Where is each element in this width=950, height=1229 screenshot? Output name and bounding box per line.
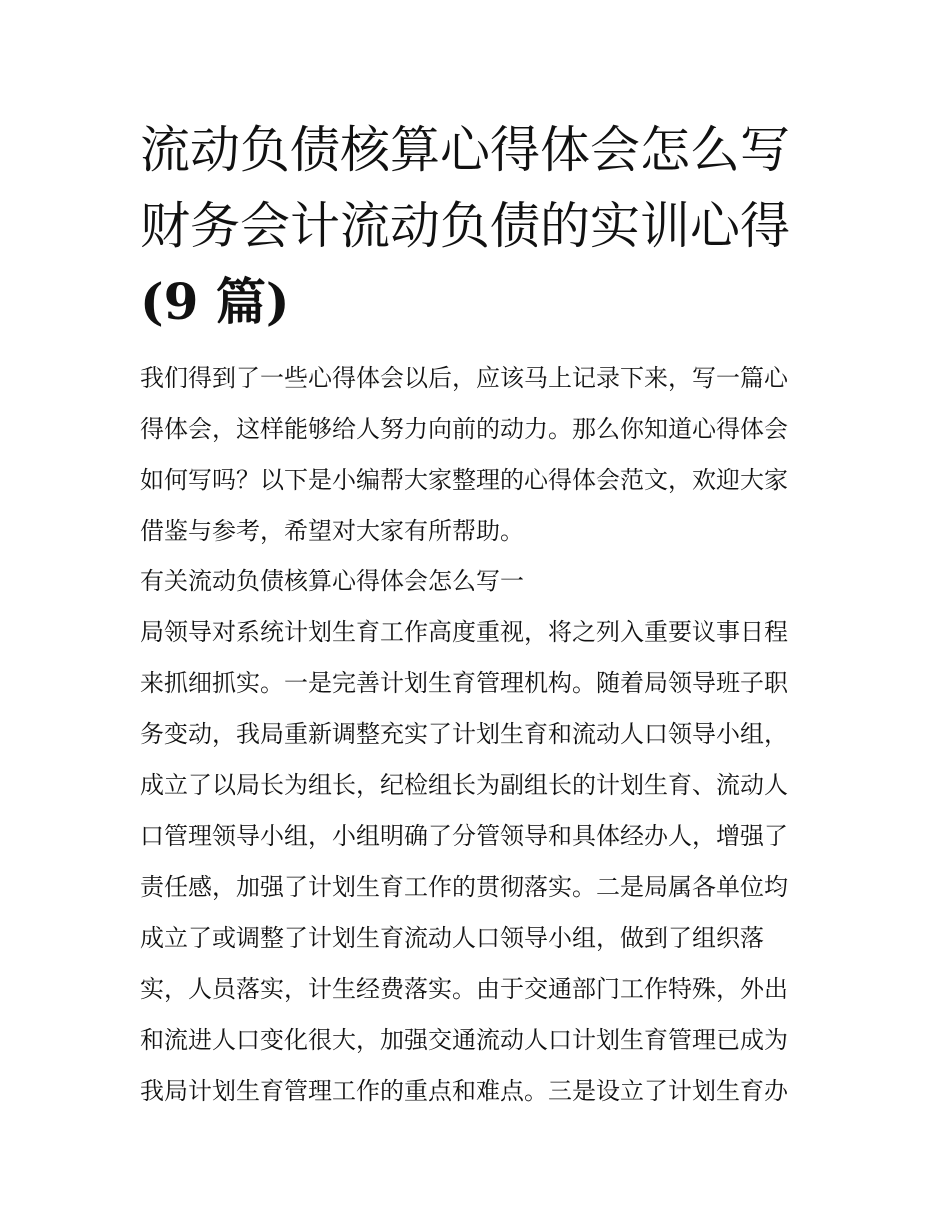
title-line: 财务会计流动负债的实训心得 [140, 197, 790, 255]
text-line: 成立了或调整了计划生育流动人口领导小组，做到了组织落 [140, 924, 764, 952]
document-title [140, 112, 820, 340]
text-line: 和流进人口变化很大，加强交通流动人口计划生育管理已成为 [140, 1026, 788, 1054]
text-line: 如何写吗？以下是小编帮大家整理的心得体会范文，欢迎大家 [140, 466, 788, 494]
text-line: 我局计划生育管理工作的重点和难点。三是设立了计划生育办 [140, 1077, 788, 1105]
text-line: 务变动，我局重新调整充实了计划生育和流动人口领导小组， [140, 720, 788, 748]
text-line: 我们得到了一些心得体会以后，应该马上记录下来，写一篇心 [140, 364, 788, 392]
text-line: 成立了以局长为组长，纪检组长为副组长的计划生育、流动人 [140, 771, 788, 799]
text-line: 来抓细抓实。一是完善计划生育管理机构。随着局领导班子职 [140, 669, 788, 697]
text-line: 有关流动负债核算心得体会怎么写一 [140, 567, 524, 595]
section-heading [140, 556, 820, 607]
title-line: 流动负债核算心得体会怎么写 [140, 121, 790, 179]
title-line: (9 篇) [140, 272, 290, 331]
body-paragraph [140, 607, 820, 1117]
text-line: 得体会，这样能够给人努力向前的动力。那么你知道心得体会 [140, 415, 788, 443]
text-line: 借鉴与参考，希望对大家有所帮助。 [140, 517, 524, 545]
text-line: 口管理领导小组，小组明确了分管领导和具体经办人，增强了 [140, 822, 788, 850]
text-line: 实，人员落实，计生经费落实。由于交通部门工作特殊，外出 [140, 975, 788, 1003]
text-line: 局领导对系统计划生育工作高度重视，将之列入重要议事日程 [140, 618, 788, 646]
intro-paragraph [140, 353, 820, 557]
text-line: 责任感，加强了计划生育工作的贯彻落实。二是局属各单位均 [140, 873, 788, 901]
